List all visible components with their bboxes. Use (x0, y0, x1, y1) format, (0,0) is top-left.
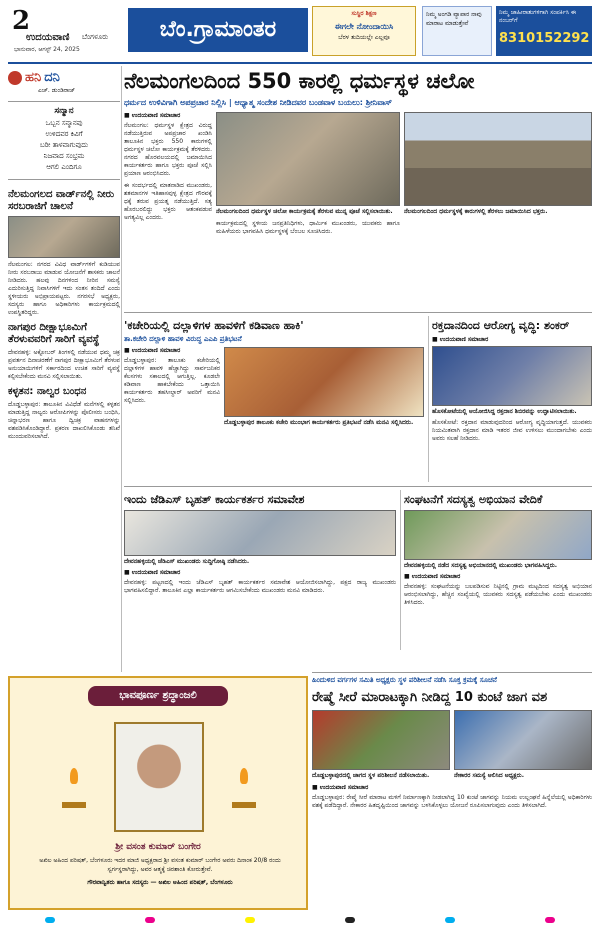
story-org-kicker: ■ ಉದಯವಾಣಿ ಸಮಾಚಾರ (404, 573, 461, 580)
oil-lamp-icon (232, 768, 256, 808)
print-registration-marks (0, 912, 600, 928)
ad-contact-text: ನಿಮ್ಮ ಜಾಹೀರಾತುಗಳಿಗಾಗಿ ಸಂಪರ್ಕಿಸಿ ಈ ನಂಬರ್‌ಗೆ (499, 9, 577, 24)
lead-body-2: ಈ ಸಂದರ್ಭದಲ್ಲಿ ಮಾತನಾಡಿದ ಮುಖಂಡರು, ಶತಮಾನಗಳ ಇತಿಹಾಸವುಳ್ಳ ಕ್ಷೇತ್ರದ ಗೌರವಕ್ಕೆ ಧಕ್ಕೆ ತರುವ ಪ್ರಯತ್ನ ನಡೆಯುತ್ತಿದೆ. ಸತ್ಯ ಹೊರಬರಲಿದ್ದು ಭಕ್ತರು ಆತಂಕಪಡುವ ಅಗತ್ಯವಿಲ್ಲ ಎಂದರು. (124, 182, 212, 221)
poem-text (8, 118, 120, 173)
lead-photo-worship (216, 112, 400, 206)
poem-title: ಸನ್ಮಾನ (54, 106, 74, 116)
story-jds-photo (124, 510, 396, 556)
lead-caption-2: ನೆಲಮಂಗಲದಿಂದ ಧರ್ಮಸ್ಥಳಕ್ಕೆ ಕಾರುಗಳಲ್ಲಿ ತೆರಳಲು ಜಮಾಯಿಸಿದ ಭಕ್ತರು. (404, 208, 548, 215)
poem-line: ಒಬ್ಬನ ಸನ್ಮಾನವು (45, 119, 83, 127)
registration-mark (345, 917, 355, 923)
story-jds-kicker: ■ ಉದಯವಾಣಿ ಸಮಾಚಾರ (124, 569, 181, 576)
story-blood-body: ಹೊಸಕೋಟೆ: ರಕ್ತದಾನ ಮಾಡುವುದರಿಂದ ಆರೋಗ್ಯ ವೃದ್ಧಿಯಾಗುತ್ತದೆ. ಯುವಕರು ನಿಯಮಿತವಾಗಿ ರಕ್ತದಾನ ಮಾಡಿ ಇತರರ ಜೀವ ಉಳಿಸಲು ಮುಂದಾಗಬೇಕು ಎಂದು ಅವರು ಸಲಹೆ ನೀಡಿದರು. (432, 419, 592, 442)
story-courts-body: ದೊಡ್ಡಬಳ್ಳಾಪುರ: ತಾಲೂಕು ಕಚೇರಿಯಲ್ಲಿ ದಲ್ಲಾಳಿಗಳ ಹಾವಳಿ ಹೆಚ್ಚಾಗಿದ್ದು ಸಾರ್ವಜನಿಕರ ಕೆಲಸಗಳು ಸಕಾಲದಲ್ಲಿ ಆಗುತ್ತಿಲ್ಲ. ಕೂಡಲೇ ಕಡಿವಾಣ ಹಾಕಬೇಕೆಂದು ಒತ್ತಾಯಿಸಿ ಕಾರ್ಯಕರ್ತರು ತಹಸೀಲ್ದಾರ್ ಅವರಿಗೆ ಮನವಿ ಸಲ್ಲಿಸಿದರು. (124, 357, 220, 404)
column-divider (400, 490, 401, 650)
story-courts-caption: ದೊಡ್ಡಬಳ್ಳಾಪುರ ತಾಲೂಕು ಕಚೇರಿ ಮುಂಭಾಗ ಕಾರ್ಯಕರ್ತರು ಪ್ರತಿಭಟನೆ ನಡೆಸಿ ಮನವಿ ಸಲ್ಲಿಸಿದರು. (224, 419, 414, 426)
left-column (8, 66, 120, 676)
lead-photo-cars (404, 112, 592, 206)
story-silk-body: ದೊಡ್ಡಬಳ್ಳಾಪುರ: ರೇಷ್ಮೆ ಸೀರೆ ಮಾರಾಟ ಮಳಿಗೆ ನಿರ್ಮಾಣಕ್ಕಾಗಿ ನೀಡಲಾಗಿದ್ದ 10 ಕುಂಟೆ ಜಾಗವನ್ನು ನಿಯಮ ಉಲ್ಲಂಘನೆ ಹಿನ್ನೆಲೆಯಲ್ಲಿ ಅಧಿಕಾರಿಗಳು ವಶಕ್ಕೆ ಪಡೆದಿದ್ದಾರೆ. ನೇಕಾರರ ಹಿತದೃಷ್ಟಿಯಿಂದ ಜಾಗವನ್ನು ಬಳಸಿಕೊಳ್ಳಲು ಯೋಜನೆ ರೂಪಿಸಲಾಗುವುದು ಎಂದು ತಿಳಿಸಲಾಗಿದೆ. (312, 794, 592, 809)
obituary-header: ಭಾವಪೂರ್ಣ ಶ್ರದ್ಧಾಂಜಲಿ (88, 686, 228, 706)
masthead (8, 6, 592, 58)
brand-part-b: ದನಿ (44, 70, 60, 85)
story-org (404, 490, 592, 607)
section-divider (124, 486, 592, 487)
lead-caption-1: ನೆಲಮಂಗಲದಿಂದ ಧರ್ಮಸ್ಥಳ ಚಲೋ ಕಾರ್ಯಕ್ರಮಕ್ಕೆ ತೆರಳುವ ಮುನ್ನ ಪೂಜೆ ಸಲ್ಲಿಸಲಾಯಿತು. (216, 208, 393, 215)
poem-line: ಆಗಲಿ ಎಂದಿಗೂ (46, 163, 82, 171)
obituary-portrait (114, 722, 204, 832)
obituary-footer: ಗೌರವಾನ್ವಿತರು ಹಾಗೂ ಸದಸ್ಯರು — ಅಖಿಲ ಅಹಿಂದ ಪರಿಷತ್, ಬೆಂಗಳೂರು (87, 879, 233, 886)
story-courts-kicker: ■ ಉದಯವಾಣಿ ಸಮಾಚಾರ (124, 347, 181, 354)
obituary-name: ಶ್ರೀ ವಸಂತ ಕುಮಾರ್ ಬಂಗೇರ (115, 842, 201, 852)
brand-part-a: ಹನಿ (25, 70, 42, 85)
oil-lamp-icon (62, 768, 86, 808)
story-courts-headline: 'ಕಚೇರಿಯಲ್ಲಿ ದಲ್ಲಾಳಿಗಳ ಹಾವಳಿಗೆ ಕಡಿವಾಣ ಹಾಕಿ' (124, 319, 304, 332)
story-silk-photo-1 (312, 710, 450, 770)
story-jds-headline: ಇಂದು ಜೆಡಿಎಸ್ ಬೃಹತ್ ಕಾರ್ಯಕರ್ತರ ಸಮಾವೇಶ (124, 493, 305, 506)
lead-subhead: ಧರ್ಮದ ಉಳಿವಿಗಾಗಿ ಅಪಪ್ರಚಾರ ನಿಲ್ಲಿಸಿ | ಆಧ್ಯಾತ್ಮ ಸಂದೇಶ ನೀಡಿದವರ ಬಂಡವಾಳ ಬಯಲು: ಶ್ರೀನಿವಾಸ್ (124, 98, 393, 107)
drop-icon (8, 71, 22, 85)
story-water-headline: ನೆಲಮಂಗಲದ ವಾರ್ಡ್‌ನಲ್ಲಿ ನೀರು ಸರಬರಾಜಿಗೆ ಚಾಲನೆ (8, 189, 115, 212)
poem-line: ಬರೀ ತಾಳವಾಗುವುದು (39, 141, 89, 149)
section-divider (312, 672, 592, 673)
lead-body-3: ಕಾರ್ಯಕ್ರಮದಲ್ಲಿ ಸ್ಥಳೀಯ ಜನಪ್ರತಿನಿಧಿಗಳು, ಧಾರ್ಮಿಕ ಮುಖಂಡರು, ಯುವಕರು ಹಾಗೂ ಮಹಿಳೆಯರು ಭಾಗವಹಿಸಿ ಧರ್ಮಸ್ಥಳಕ್ಕೆ ಬೆಂಬಲ ಸೂಚಿಸಿದರು. (216, 220, 400, 235)
left-stories (8, 179, 120, 441)
masthead-rule (8, 62, 592, 64)
story-courts-subhead: ತಾ.ಕಚೇರಿ ದಲ್ಲಾಳಿ ಹಾವಳಿ ವಿರುದ್ಧ ಎಎಪಿ ಪ್ರತಿಭಟನೆ (124, 335, 242, 343)
story-blood-headline: ರಕ್ತದಾನದಿಂದ ಆರೋಗ್ಯ ವೃದ್ಧಿ: ಶಂಕರ್ (432, 319, 570, 332)
story-org-headline: ಸಂಘಟನೆಗೆ ಸದಸ್ಯತ್ವ ಅಭಿಯಾನ ವೇದಿಕೆ (404, 493, 543, 506)
lead-col-1 (124, 112, 212, 222)
paper-name: ಉದಯವಾಣಿ (26, 32, 70, 43)
story-org-body: ದೇವನಹಳ್ಳಿ: ಸಂಘಟನೆಯನ್ನು ಬಲಪಡಿಸುವ ನಿಟ್ಟಿನಲ್ಲಿ ಗ್ರಾಮ ಮಟ್ಟದಿಂದ ಸದಸ್ಯತ್ವ ಅಭಿಯಾನ ಆರಂಭಿಸಲಾಗಿದ್ದು, ಹೆಚ್ಚಿನ ಸಂಖ್ಯೆಯಲ್ಲಿ ಯುವಕರು ಸದಸ್ಯತ್ವ ಪಡೆಯಬೇಕು ಎಂದು ಮುಖಂಡರು ತಿಳಿಸಿದರು. (404, 583, 592, 606)
column-divider (428, 316, 429, 482)
story-silk-caption-1: ದೊಡ್ಡಬಳ್ಳಾಪುರದಲ್ಲಿ ಜಾಗದ ಸ್ಥಳ ಪರಿಶೀಲನೆ ನಡೆಸಲಾಯಿತು. (312, 772, 430, 779)
registration-mark (245, 917, 255, 923)
story-courts-photo (224, 347, 424, 417)
section-divider (124, 312, 592, 313)
hanidani-brand (8, 70, 120, 85)
ad-education-line3: ಬೆರಳ ತುದಿಯಲ್ಲೇ ಎಲ್ಲವೂ (338, 34, 390, 41)
registration-mark (445, 917, 455, 923)
ad-contact (496, 6, 592, 56)
story-nagpur-body: ದೇವನಹಳ್ಳಿ: ಅಕ್ಟೋಬರ್ ತಿಂಗಳಲ್ಲಿ ನಡೆಯುವ ಧಮ್ಮ ಚಕ್ರ ಪ್ರವರ್ತನ ದಿನಾಚರಣೆಗೆ ನಾಗಪುರ ದೀಕ್ಷಾಭೂಮಿಗೆ ತೆರಳುವ ಅನುಯಾಯಿಗಳಿಗೆ ಸರ್ಕಾರದಿಂದ ಉಚಿತ ಸಾರಿಗೆ ವ್ಯವಸ್ಥೆ ಕಲ್ಪಿಸಬೇಕೆಂದು ಮನವಿ ಸಲ್ಲಿಸಲಾಯಿತು. (8, 349, 120, 380)
story-silk-photo-2 (454, 710, 592, 770)
story-silk-caption-2: ನೇಕಾರರ ಸಮಸ್ಯೆ ಆಲಿಸಿದ ಅಧ್ಯಕ್ಷರು. (454, 772, 524, 779)
story-theft-body: ದೊಡ್ಡಬಳ್ಳಾಪುರ: ತಾಲೂಕಿನ ವಿವಿಧೆಡೆ ಮನೆಗಳಲ್ಲಿ ಕಳ್ಳತನ ಮಾಡುತ್ತಿದ್ದ ನಾಲ್ವರು ಆರೋಪಿಗಳನ್ನು ಪೊಲೀಸರು ಬಂಧಿಸಿ, ಚಿನ್ನಾಭರಣ ಹಾಗೂ ದ್ವಿಚಕ್ರ ವಾಹನಗಳನ್ನು ವಶಪಡಿಸಿಕೊಂಡಿದ್ದಾರೆ. ಪ್ರಕರಣ ದಾಖಲಿಸಿಕೊಂಡು ತನಿಖೆ ಮುಂದುವರಿಸಲಾಗಿದೆ. (8, 401, 120, 440)
obituary-message: ಅಖಿಲ ಅಹಿಂದ ಪರಿಷತ್, ಬೆಂಗಳೂರು ಇದರ ಮಾಜಿ ಅಧ್ಯಕ್ಷರಾದ ಶ್ರೀ ವಸಂತ ಕುಮಾರ್ ಬಂಗೇರ ಅವರು ದಿನಾಂಕ 20/8 ರಂದು ಸ್ವರ್ಗಸ್ಥರಾಗಿದ್ದು, ಅವರ ಆತ್ಮಕ್ಕೆ ಚಿರಶಾಂತಿ ಕೋರುತ್ತೇವೆ. (39, 857, 281, 873)
story-nagpur-headline: ನಾಗಪುರ ದೀಕ್ಷಾಭೂಮಿಗೆ ತೆರಳುವವರಿಗೆ ಸಾರಿಗೆ ವ್ಯವಸ್ಥೆ (8, 322, 100, 345)
story-silk-headline: ರೇಷ್ಮೆ ಸೀರೆ ಮಾರಾಟಕ್ಕಾಗಿ ನೀಡಿದ್ದ 10 ಕುಂಟೆ ಜಾಗ ವಶ (312, 690, 548, 705)
story-silk-kicker: ■ ಉದಯವಾಣಿ ಸಮಾಚಾರ (312, 784, 369, 791)
lead-photo-block-1 (216, 112, 400, 236)
column-divider (121, 66, 122, 672)
ad-education-line1: ಸುಸ್ಥಿರ ಶಿಕ್ಷಣ (351, 10, 377, 17)
story-org-caption: ದೇವನಹಳ್ಳಿಯಲ್ಲಿ ನಡೆದ ಸದಸ್ಯತ್ವ ಅಭಿಯಾನದಲ್ಲಿ ಮುಖಂಡರು ಭಾಗವಹಿಸಿದ್ದರು. (404, 562, 558, 569)
poem-box (8, 101, 120, 173)
lead-body-1: ನೆಲಮಂಗಲ: ಧರ್ಮಸ್ಥಳ ಕ್ಷೇತ್ರದ ವಿರುದ್ಧ ನಡೆಯುತ್ತಿರುವ ಅಪಪ್ರಚಾರ ಖಂಡಿಸಿ ತಾಲೂಕಿನ ಭಕ್ತರು 550 ಕಾರುಗಳಲ್ಲಿ ಧರ್ಮಸ್ಥಳ ಚಲೋ ಕಾರ್ಯಕ್ರಮಕ್ಕೆ ತೆರಳಿದರು. ನಗರದ ಹೊರವಲಯದಲ್ಲಿ ಜಮಾಯಿಸಿದ ಕಾರ್ಯಕರ್ತರು ಹಾಗೂ ಭಕ್ತರು ಪೂಜೆ ಸಲ್ಲಿಸಿ ಪ್ರಯಾಣ ಆರಂಭಿಸಿದರು. (124, 122, 212, 177)
story-courts (124, 316, 424, 427)
story-jds-caption: ದೇವನಹಳ್ಳಿಯಲ್ಲಿ ಜೆಡಿಎಸ್ ಮುಖಂಡರು ಸುದ್ದಿಗೋಷ್ಠಿ ನಡೆಸಿದರು. (124, 558, 250, 565)
obituary-text (26, 856, 294, 887)
registration-mark (145, 917, 155, 923)
story-blood-caption: ಹೊಸಕೋಟೆಯಲ್ಲಿ ಆಯೋಜಿಸಿದ್ದ ರಕ್ತದಾನ ಶಿಬಿರವನ್ನು ಉದ್ಘಾಟಿಸಲಾಯಿತು. (432, 408, 577, 415)
story-silk (312, 676, 592, 810)
story-jds-body: ದೇವನಹಳ್ಳಿ: ಪಟ್ಟಣದಲ್ಲಿ ಇಂದು ಜೆಡಿಎಸ್ ಬೃಹತ್ ಕಾರ್ಯಕರ್ತರ ಸಮಾವೇಶ ಆಯೋಜಿಸಲಾಗಿದ್ದು, ಪಕ್ಷದ ರಾಜ್ಯ ಮುಖಂಡರು ಭಾಗವಹಿಸಲಿದ್ದಾರೆ. ತಾಲೂಕಿನ ಎಲ್ಲಾ ಕಾರ್ಯಕರ್ತರು ಆಗಮಿಸಬೇಕೆಂದು ಮುಖಂಡರು ಮನವಿ ಮಾಡಿದರು. (124, 579, 396, 594)
page-number: 2 (12, 6, 31, 36)
story-blood-kicker: ■ ಉದಯವಾಣಿ ಸಮಾಚಾರ (432, 336, 489, 343)
story-theft-headline: ಕಳ್ಳತನ: ನಾಲ್ವರ ಬಂಧನ (8, 386, 87, 397)
story-jds (124, 490, 396, 595)
registration-mark (45, 917, 55, 923)
lead-photo-block-2 (404, 112, 592, 216)
story-water-body: ನೆಲಮಂಗಲ: ನಗರದ ವಿವಿಧ ವಾರ್ಡ್‌ಗಳಿಗೆ ಕುಡಿಯುವ ನೀರು ಸರಬರಾಜು ಮಾಡುವ ಯೋಜನೆಗೆ ಶಾಸಕರು ಚಾಲನೆ ನೀಡಿದರು. ಹಲವು ದಿನಗಳಿಂದ ನೀರಿನ ಸಮಸ್ಯೆ ಎದುರಿಸುತ್ತಿದ್ದ ನಿವಾಸಿಗಳಿಗೆ ಇದು ಸಂತಸ ತಂದಿದೆ ಎಂದು ಸ್ಥಳೀಯರು ಅಭಿಪ್ರಾಯಪಟ್ಟರು. ನಗರಸಭೆ ಅಧ್ಯಕ್ಷರು, ಸದಸ್ಯರು ಹಾಗೂ ಅಧಿಕಾರಿಗಳು ಕಾರ್ಯಕ್ರಮದಲ್ಲಿ ಉಪಸ್ಥಿತರಿದ್ದರು. (8, 261, 120, 316)
edition-city: ಬೆಂಗಳೂರು (82, 33, 109, 41)
ad-education-line2: ಈಗಲೇ ನೋಂದಾಯಿಸಿ (334, 22, 394, 31)
dateline: ಭಾನುವಾರ, ಆಗಸ್ಟ್ 24, 2025 (14, 46, 80, 53)
lead-kicker: ■ ಉದಯವಾಣಿ ಸಮಾಚಾರ (124, 112, 181, 119)
ad-education (312, 6, 416, 56)
poem-line: ನಿಜವಾದ ಸಂಭ್ರಮ (43, 152, 85, 160)
ad-contact-phone: 8310152292 (499, 31, 590, 46)
obituary-ad (8, 676, 308, 910)
story-blood-photo (432, 346, 592, 406)
registration-mark (545, 917, 555, 923)
section-title: ಬೆಂ.ಗ್ರಾಮಾಂತರ (128, 8, 308, 52)
column-byline: ಎಚ್. ಡುಂಡಿರಾಜ್ (38, 87, 76, 94)
story-water-photo (8, 216, 120, 258)
lead-headline: ನೆಲಮಂಗಲದಿಂದ 550 ಕಾರಲ್ಲಿ ಧರ್ಮಸ್ಥಳ ಚಲೋ (124, 69, 475, 93)
poem-line: ಉಳಿದವರ ಕಿವಿಗೆ (45, 130, 83, 138)
story-blood (432, 316, 592, 443)
ad-shop: ನಿಮ್ಮ ಅಂಗಡಿ ವ್ಯಾಪಾರ ನಾವು ಮಾರಾಟ ಮಾಡುತ್ತೇವೆ (422, 6, 492, 56)
story-org-photo (404, 510, 592, 560)
story-silk-overline: ಹಿಂದುಳಿದ ವರ್ಗಗಳ ಸಮಿತಿ ಅಧ್ಯಕ್ಷರು ಸ್ಥಳ ಪರಿಶೀಲನೆ ನಡೆಸಿ ಸೂಕ್ತ ಕ್ರಮಕ್ಕೆ ಸೂಚನೆ (312, 676, 497, 684)
